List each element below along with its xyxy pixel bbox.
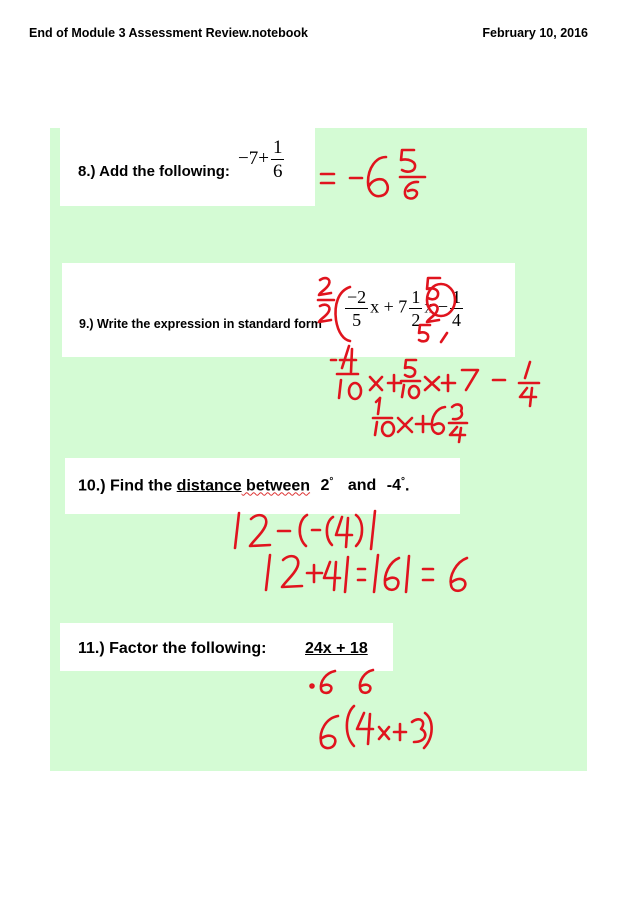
degree-symbol: ° xyxy=(329,476,334,487)
numerator: −2 xyxy=(347,287,367,307)
word-and: and xyxy=(347,477,377,495)
degree-symbol: ° xyxy=(401,476,406,487)
word-between: between xyxy=(241,477,311,495)
question-11-expression: 24x + 18 xyxy=(305,640,368,657)
question-11-label: 11.) Factor the following: xyxy=(78,640,267,657)
document-date: February 10, 2016 xyxy=(482,26,588,40)
denominator: 5 xyxy=(352,310,362,330)
denominator: 6 xyxy=(272,161,283,182)
value-neg4: -4 xyxy=(386,477,402,495)
q8-handwritten-answer xyxy=(321,150,425,198)
period: . xyxy=(405,477,410,495)
numerator: 1 xyxy=(272,137,283,158)
numerator: 1 xyxy=(451,287,461,307)
q9-handwritten-work xyxy=(318,278,539,442)
whole-number: −7 xyxy=(238,147,259,169)
label-prefix: 10.) Find the xyxy=(78,477,177,495)
question-9-label: 9.) Write the expression in standard form xyxy=(79,317,322,331)
word-distance: distance xyxy=(176,477,242,495)
value-2: 2 xyxy=(320,477,330,495)
denominator: 2 xyxy=(411,310,421,330)
document-title: End of Module 3 Assessment Review.notebook xyxy=(29,26,308,40)
term-x-plus-7: x + 7 xyxy=(370,296,408,317)
q11-handwritten-work xyxy=(311,670,432,748)
term-x-minus: x − xyxy=(424,296,448,317)
q10-handwritten-work xyxy=(235,511,467,592)
numerator: 1 xyxy=(411,287,421,307)
plus-sign: + xyxy=(258,147,269,169)
question-8-label: 8.) Add the following: xyxy=(78,163,230,180)
denominator: 4 xyxy=(451,310,461,330)
